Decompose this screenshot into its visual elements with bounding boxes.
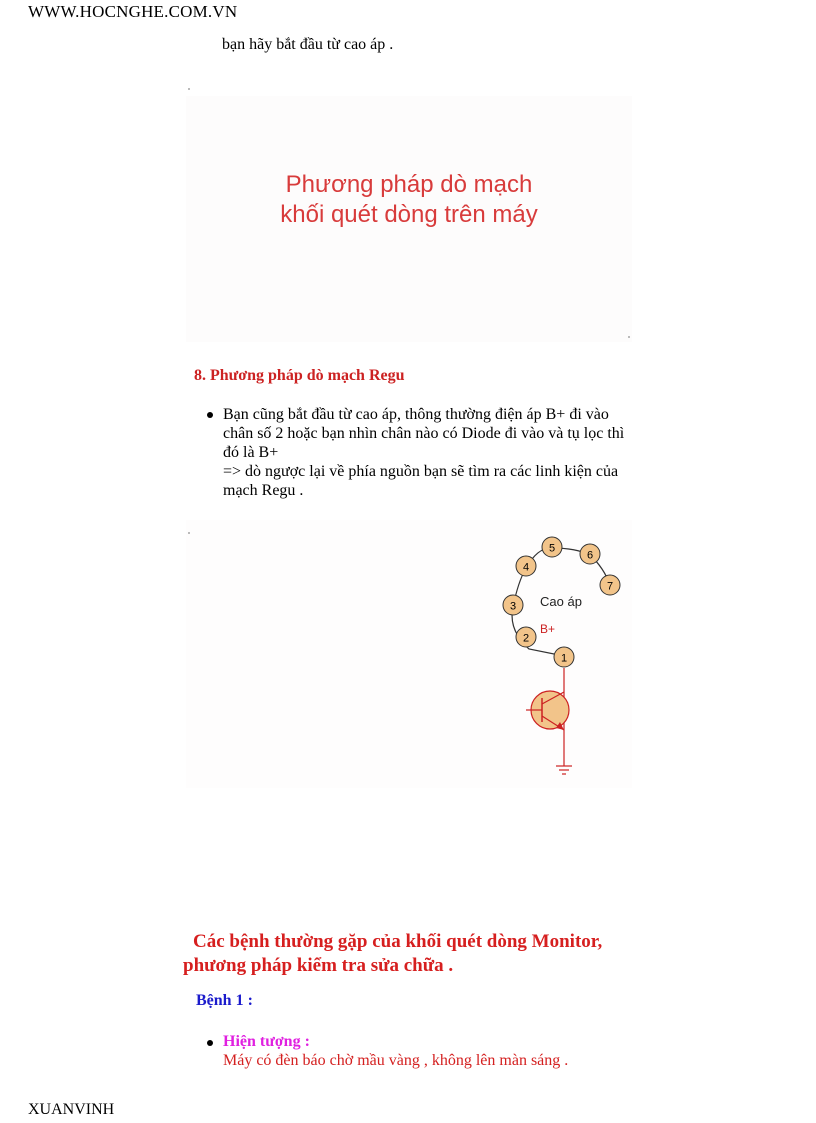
site-header: WWW.HOCNGHE.COM.VN	[28, 2, 238, 21]
flyback-diagram	[186, 520, 632, 788]
speck	[628, 336, 630, 338]
svg-text:2: 2	[522, 632, 530, 645]
bullet-line: đó là B+	[223, 444, 279, 461]
benh1-heading: Bệnh 1 :	[196, 992, 253, 1009]
diagram-bplus-label: B+	[540, 622, 556, 636]
bullet-line: chân số 2 hoặc bạn nhìn chân nào có Diode đi vào và tụ lọc thì	[223, 425, 625, 442]
bullet-line: Bạn cũng bắt đầu từ cao áp, thông thường điện áp B+ đi vào	[223, 406, 609, 423]
bullet-text	[223, 405, 637, 500]
section-title-line1: Các bệnh thường gặp của khối quét dòng Monitor,	[193, 931, 603, 952]
speck	[188, 88, 190, 90]
pin-1	[554, 647, 574, 667]
symptom-label: Hiện tượng :	[223, 1033, 310, 1050]
section8-bullet	[207, 405, 637, 500]
section-title-line2: phương pháp kiểm tra sửa chữa .	[183, 955, 454, 976]
bullet-icon	[207, 412, 213, 418]
bullet-icon	[207, 1040, 213, 1046]
diagram-svg	[186, 520, 632, 788]
svg-text:7: 7	[606, 580, 614, 593]
svg-text:6: 6	[586, 549, 594, 562]
speck	[188, 532, 190, 534]
svg-text:3: 3	[509, 600, 517, 613]
slide-image	[186, 96, 632, 342]
benh1-symptom	[207, 1032, 568, 1070]
slide-title	[186, 170, 632, 230]
pin-3	[503, 595, 523, 615]
pin-2	[516, 627, 536, 647]
bullet-line: mạch Regu .	[223, 482, 304, 499]
bullet-line: => dò ngược lại về phía nguồn bạn sẽ tìm ra các linh kiện của	[223, 463, 619, 480]
svg-text:5: 5	[548, 542, 556, 555]
svg-text:1: 1	[560, 652, 568, 665]
pin-4	[516, 556, 536, 576]
svg-text:4: 4	[522, 561, 530, 574]
slide-title-line2: khối quét dòng trên máy	[280, 201, 538, 228]
diagram-center-label: Cao áp	[540, 594, 582, 609]
section-title	[183, 930, 602, 978]
section8-heading: 8. Phương pháp dò mạch Regu	[194, 367, 405, 384]
footer-author: XUANVINH	[28, 1101, 115, 1118]
intro-text: bạn hãy bắt đầu từ cao áp .	[222, 36, 394, 53]
pin-7	[600, 575, 620, 595]
slide-title-line1: Phương pháp dò mạch	[285, 171, 533, 198]
pin-5	[542, 537, 562, 557]
symptom-desc: Máy có đèn báo chờ mầu vàng , không lên màn sáng .	[223, 1052, 569, 1069]
pin-6	[580, 544, 600, 564]
